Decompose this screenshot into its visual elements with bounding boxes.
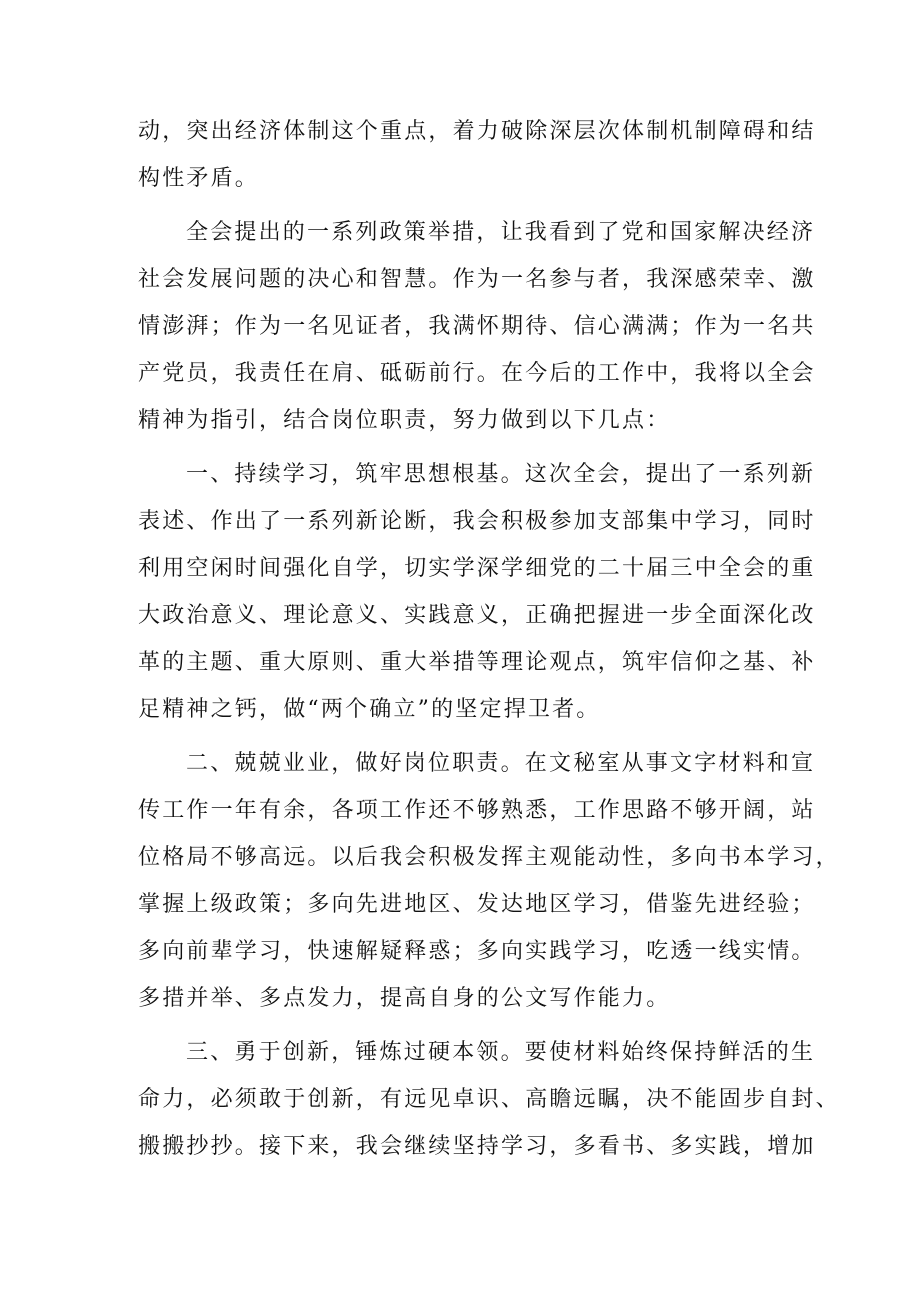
text-line: 全会提出的一系列政策举措，让我看到了党和国家解决经济	[186, 220, 816, 245]
text-line: 三、勇于创新，锤炼过硬本领。要使材料始终保持鲜活的生	[186, 1040, 816, 1065]
text-line: 命力，必须敢于创新，有远见卓识、高瞻远瞩，决不能固步自封、	[138, 1087, 840, 1112]
text-line: 社会发展问题的决心和智慧。作为一名参与者，我深感荣幸、激	[138, 267, 816, 292]
text-line: 表述、作出了一系列新论断，我会积极参加支部集中学习，同时	[138, 509, 816, 534]
paragraph	[138, 451, 816, 733]
text-line: 构性矛盾。	[138, 166, 260, 191]
text-line: 位格局不够高远。以后我会积极发挥主观能动性，多向书本学习，	[138, 845, 840, 870]
text-line: 多措并举、多点发力，提高自身的公文写作能力。	[138, 986, 671, 1011]
text-line: 多向前辈学习，快速解疑释惑；多向实践学习，吃透一线实情。	[138, 939, 816, 964]
text-line: 精神为指引，结合岗位职责，努力做到以下几点：	[138, 408, 671, 433]
paragraph	[138, 209, 816, 444]
text-line: 情澎湃；作为一名见证者，我满怀期待、信心满满；作为一名共	[138, 314, 816, 339]
text-line: 产党员，我责任在肩、砥砺前行。在今后的工作中，我将以全会	[138, 361, 816, 386]
paragraph-continuation	[138, 108, 816, 202]
text-line: 利用空闲时间强化自学，切实学深学细党的二十届三中全会的重	[138, 556, 816, 581]
text-line: 传工作一年有余，各项工作还不够熟悉，工作思路不够开阔，站	[138, 798, 816, 823]
text-line: 二、兢兢业业，做好岗位职责。在文秘室从事文字材料和宣	[186, 751, 816, 776]
text-line: 一、持续学习，筑牢思想根基。这次全会，提出了一系列新	[186, 462, 816, 487]
text-line: 搬搬抄抄。接下来，我会继续坚持学习，多看书、多实践，增加	[138, 1134, 816, 1159]
text-line: 大政治意义、理论意义、实践意义，正确把握进一步全面深化改	[138, 603, 816, 628]
paragraph	[138, 740, 840, 1022]
text-line: 革的主题、重大原则、重大举措等理论观点，筑牢信仰之基、补	[138, 650, 816, 675]
document-body	[138, 108, 840, 1170]
paragraph	[138, 1029, 840, 1170]
text-line: 足精神之钙，做“两个确立”的坚定捍卫者。	[138, 697, 601, 722]
text-line: 掌握上级政策；多向先进地区、发达地区学习，借鉴先进经验；	[138, 892, 816, 917]
text-line: 动，突出经济体制这个重点，着力破除深层次体制机制障碍和结	[138, 119, 816, 144]
